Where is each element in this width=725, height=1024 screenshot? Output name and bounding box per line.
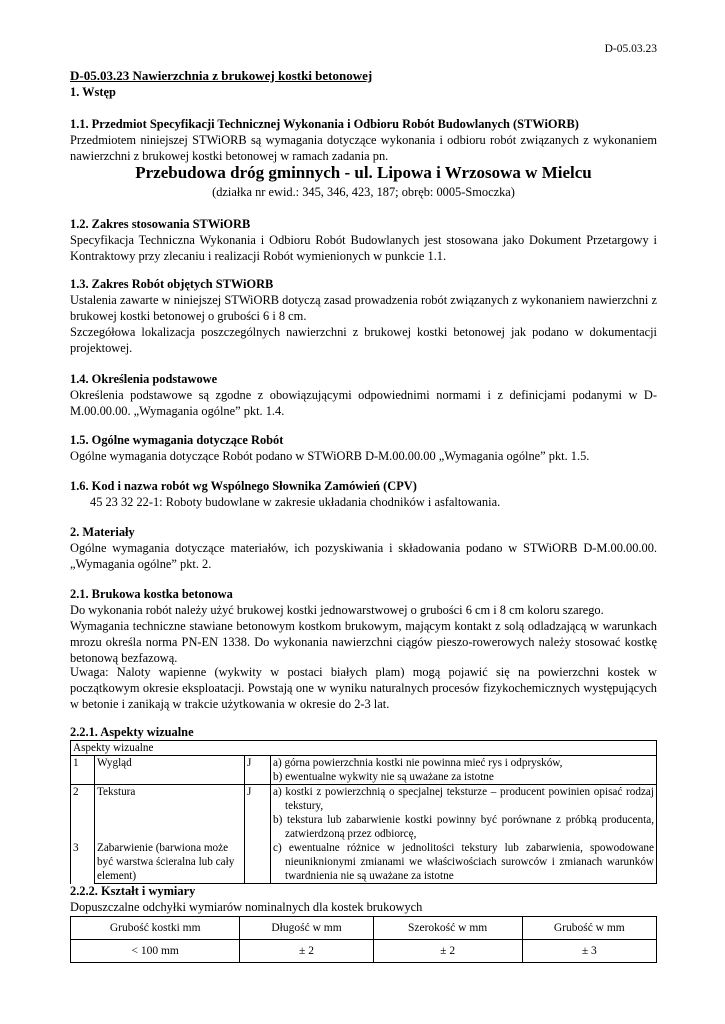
- project-title: Przebudowa dróg gminnych - ul. Lipowa i Wrzosowa w Mielcu: [135, 163, 592, 182]
- section-1-2-heading: 1.2. Zakres stosowania STWiORB: [70, 217, 251, 231]
- requirement-item: b) tekstura lub zabarwienie kostki powinny być porównane z próbką producenta, zatwierdzoną przez odbiorcę,: [273, 814, 654, 840]
- document-title: D-05.03.23 Nawierzchnia z brukowej kostki betonowej: [70, 68, 373, 83]
- row-name: Tekstura Zabarwienie (barwiona może być warstwa ścieralna lub cały element): [95, 785, 245, 884]
- column-header: Grubość kostki mm: [71, 917, 240, 940]
- section-2-1-text-2: Wymagania techniczne stawiane betonowym kostkom brukowym, mającym kontakt z solą odladzającą w warunkach mrozu określa norma PN-EN 1338. Do wykonania nawierzchni ciągów pieszo-rowerowych należy stosować kostkę betonową bezfazową.: [70, 619, 657, 665]
- requirement-item: a) kostki z powierzchnią o specjalnej teksturze – producent powinien opisać rodzaj tekstury,: [273, 786, 654, 812]
- section-2-heading: 2. Materiały: [70, 525, 135, 539]
- section-1-4-heading: 1.4. Określenia podstawowe: [70, 372, 218, 386]
- section-1-1-text: Przedmiotem niniejszej STWiORB są wymagania dotyczące wykonania i odbioru robót związanych z wykonaniem nawierzchni z brukowej kostki betonowej w ramach zadania pn.: [70, 133, 657, 163]
- row-requirements: [271, 785, 657, 884]
- section-1-5-heading: 1.5. Ogólne wymagania dotyczące Robót: [70, 433, 284, 447]
- dimension-tolerance-table: [70, 916, 657, 963]
- row-number: 2 3: [71, 785, 95, 884]
- column-header: Szerokość w mm: [373, 917, 522, 940]
- row-number: 1: [71, 756, 95, 785]
- section-2-2-2-heading: 2.2.2. Kształt i wymiary: [70, 884, 196, 898]
- row-name: Wygląd: [95, 756, 245, 785]
- column-header: Długość w mm: [240, 917, 373, 940]
- requirement-item: b) ewentualne wykwity nie są uważane za istotne: [273, 771, 494, 783]
- column-header: Grubość w mm: [522, 917, 656, 940]
- section-1-3-text-1: Ustalenia zawarte w niniejszej STWiORB dotyczą zasad prowadzenia robót związanych z wykonaniem nawierzchni z brukowej kostki betonowej o grubości 6 i 8 cm.: [70, 293, 657, 323]
- section-2-2-1-heading: 2.2.1. Aspekty wizualne: [70, 725, 194, 739]
- table-row: [71, 785, 657, 884]
- section-2-1-note: Uwaga: Naloty wapienne (wykwity w postaci białych plam) mogą pojawić się na powierzchni kostek w początkowym okresie eksploatacji. Powstają one w wyniku naturalnych procesów fizykochemicznych występujących w betonie i zanikają w trakcie użytkowania w okresie do 2-3 lat.: [70, 665, 657, 711]
- section-1-3-text-2: Szczegółowa lokalizacja poszczególnych nawierzchni z brukowej kostki betonowej jak podano w dokumentacji projektowej.: [70, 325, 657, 355]
- row-requirements: [271, 756, 657, 785]
- table-header-row: [71, 917, 657, 940]
- row-name-3: Zabarwienie (barwiona może być warstwa ścieralna lub cały element): [97, 842, 235, 882]
- section-2-1-text-1: Do wykonania robót należy użyć brukowej kostki jednowarstwowej o grubości 6 cm i 8 cm koloru szarego.: [70, 603, 604, 617]
- requirement-item: a) górna powierzchnia kostki nie powinna mieć rys i odprysków,: [273, 757, 563, 769]
- requirement-item: c) ewentualne różnice w jednolitości tekstury lub zabarwienia, spowodowane nieuniknionymi zmianami we właściwościach surowców i zmianach warunków twardnienia nie są uważane za istotne: [273, 842, 654, 882]
- table-cell: < 100 mm: [71, 940, 240, 963]
- table-cell: ± 2: [240, 940, 373, 963]
- section-1-3-heading: 1.3. Zakres Robót objętych STWiORB: [70, 277, 274, 291]
- section-1-heading: 1. Wstęp: [70, 85, 116, 99]
- section-2-1-heading: 2.1. Brukowa kostka betonowa: [70, 587, 233, 601]
- row-class: J: [245, 756, 271, 785]
- table-cell: ± 3: [522, 940, 656, 963]
- section-1-2-text: Specyfikacja Techniczna Wykonania i Odbioru Robót Budowlanych jest stosowana jako Dokument Przetargowy i Kontraktowy przy zlecaniu i realizacji Robót wymienionych w punkcie 1.1.: [70, 233, 657, 263]
- row-class: J: [245, 785, 271, 884]
- section-1-6-text: 45 23 32 22-1: Roboty budowlane w zakresie układania chodników i asfaltowania.: [90, 495, 501, 509]
- section-1-5-text: Ogólne wymagania dotyczące Robót podano w STWiORB D-M.00.00.00 „Wymagania ogólne” pkt. 1.5.: [70, 449, 590, 463]
- section-1-6-heading: 1.6. Kod i nazwa robót wg Wspólnego Słownika Zamówień (CPV): [70, 479, 417, 493]
- section-2-2-2-text: Dopuszczalne odchyłki wymiarów nominalnych dla kostek brukowych: [70, 900, 423, 914]
- table-row: [71, 940, 657, 963]
- table-caption: Aspekty wizualne: [71, 741, 657, 756]
- section-1-1-heading: 1.1. Przedmiot Specyfikacji Technicznej Wykonania i Odbioru Robót Budowlanych (STWiORB): [70, 117, 579, 131]
- project-parcels: (działka nr ewid.: 345, 346, 423, 187; obręb: 0005-Smoczka): [212, 185, 515, 199]
- row-number-3: 3: [73, 842, 79, 854]
- section-2-text: Ogólne wymagania dotyczące materiałów, ich pozyskiwania i składowania podano w STWiORB D-M.00.00.00. „Wymagania ogólne” pkt. 2.: [70, 541, 657, 571]
- section-1-4-text: Określenia podstawowe są zgodne z obowiązującymi odpowiednimi normami i z definicjami podanymi w D-M.00.00.00. „Wymagania ogólne” pkt. 1.4.: [70, 388, 657, 418]
- page-header-code: D-05.03.23: [604, 43, 657, 55]
- table-row: [71, 756, 657, 785]
- table-cell: ± 2: [373, 940, 522, 963]
- visual-aspects-table: [70, 740, 657, 884]
